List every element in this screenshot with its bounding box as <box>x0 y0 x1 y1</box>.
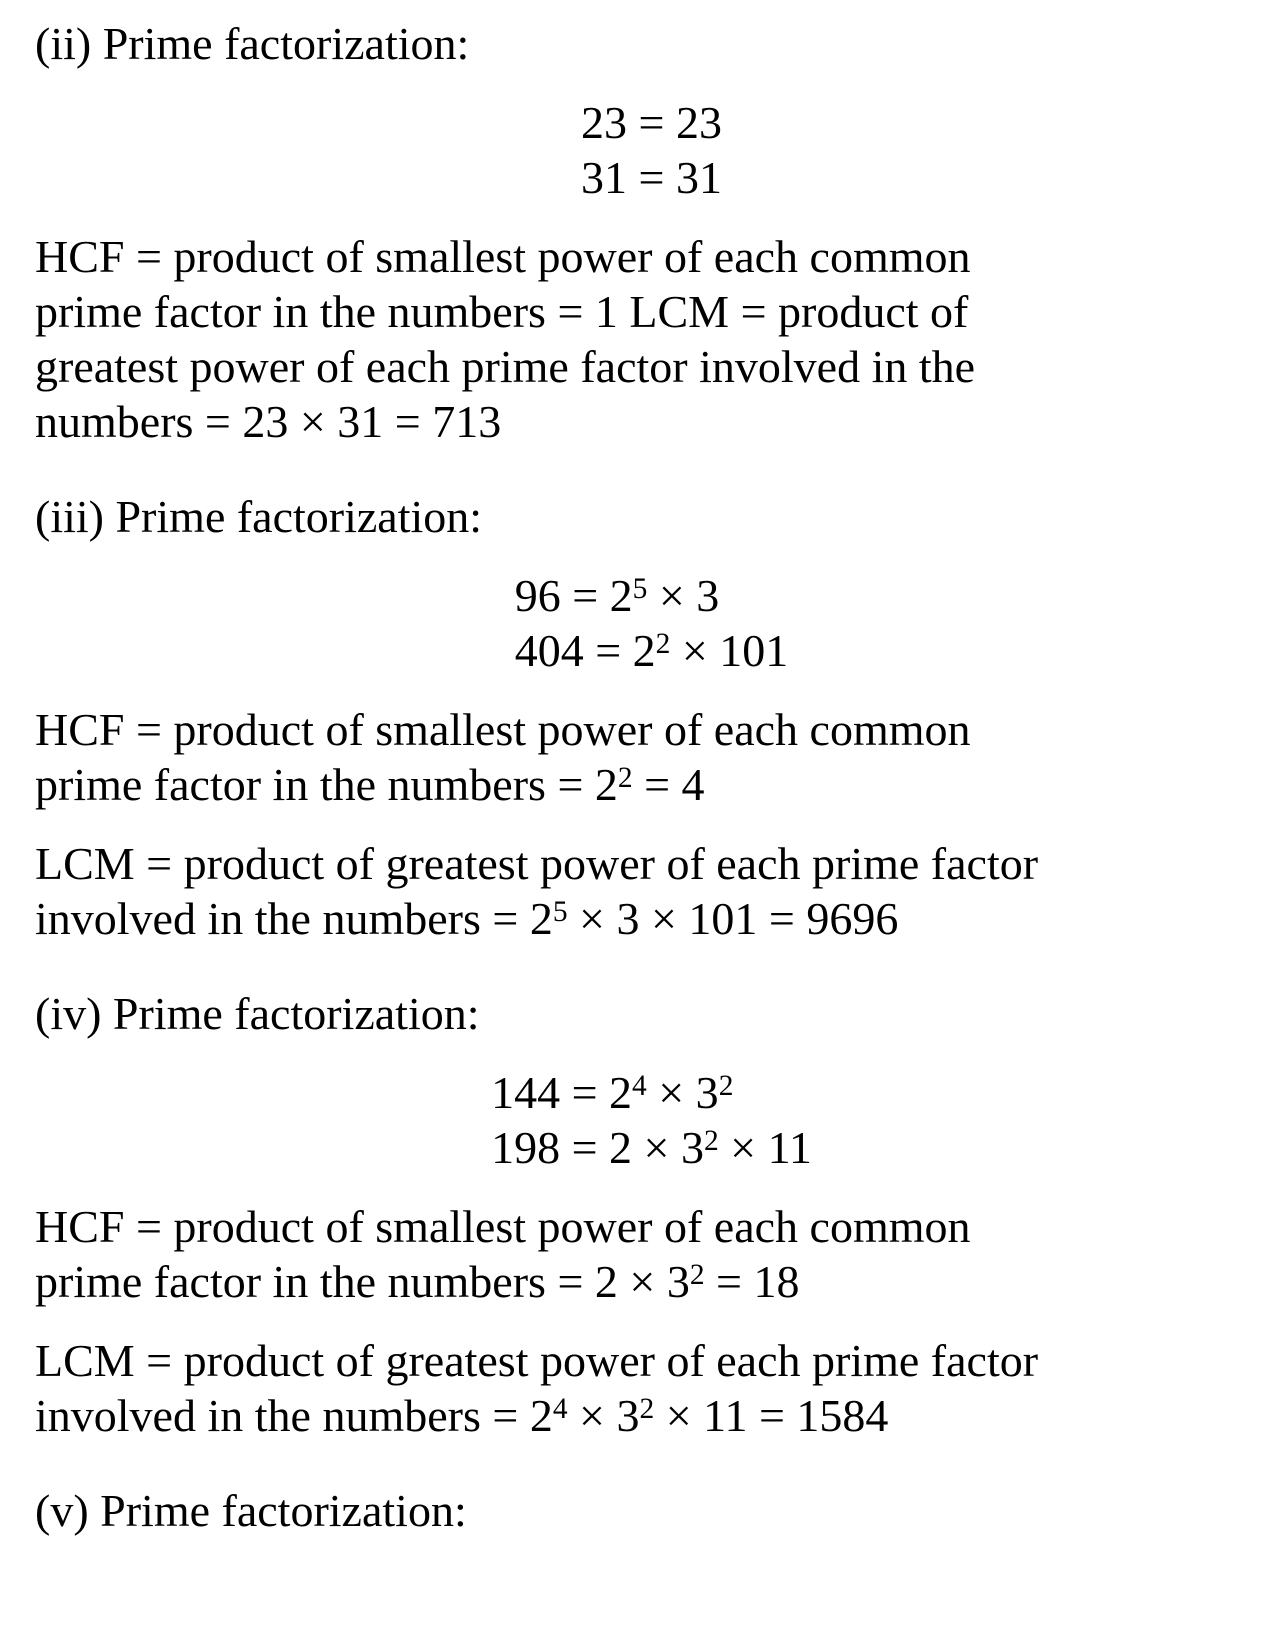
section-heading-ii: (ii) Prime factorization: <box>35 18 470 69</box>
equation-block-ii: 23 = 23 31 = 31 <box>581 97 722 203</box>
section-heading-v: (v) Prime factorization: <box>35 1485 467 1536</box>
section-heading-iii: (iii) Prime factorization: <box>35 491 483 542</box>
hcf-paragraph-iii: HCF = product of smallest power of each common prime factor in the numbers = $2^2 = 4$ <box>35 704 971 810</box>
section-heading-iv: (iv) Prime factorization: <box>35 988 480 1039</box>
equation-group-iii <box>83 568 1220 678</box>
lcm-paragraph-iv: LCM = product of greatest power of each prime factor involved in the numbers = $2^4 \times 3^2 \times 11 = 1584$ <box>35 1335 1039 1441</box>
equation-group-iv <box>83 1065 1220 1175</box>
lcm-paragraph-iii: LCM = product of greatest power of each prime factor involved in the numbers = $2^5 \times 3 \times 101 = 9696$ <box>35 838 1039 944</box>
equation-block-iii: $96 = 2^5 \times 3$ $404 = 2^2 \times 101$ <box>514 570 789 676</box>
equation-group-ii <box>83 95 1220 205</box>
equation-block-iv: $144 = 2^4 \times 3^2$ $198 = 2 \times 3^2 \times 11$ <box>491 1067 812 1173</box>
hcf-paragraph-iv: HCF = product of smallest power of each common prime factor in the numbers = $2 \times 3^2 = 18$ <box>35 1201 971 1307</box>
hcf-lcm-paragraph-ii: HCF = product of smallest power of each common prime factor in the numbers = 1 LCM = product of greatest power of each prime factor involved in the numbers = 23 × 31 = 713 <box>35 231 976 447</box>
